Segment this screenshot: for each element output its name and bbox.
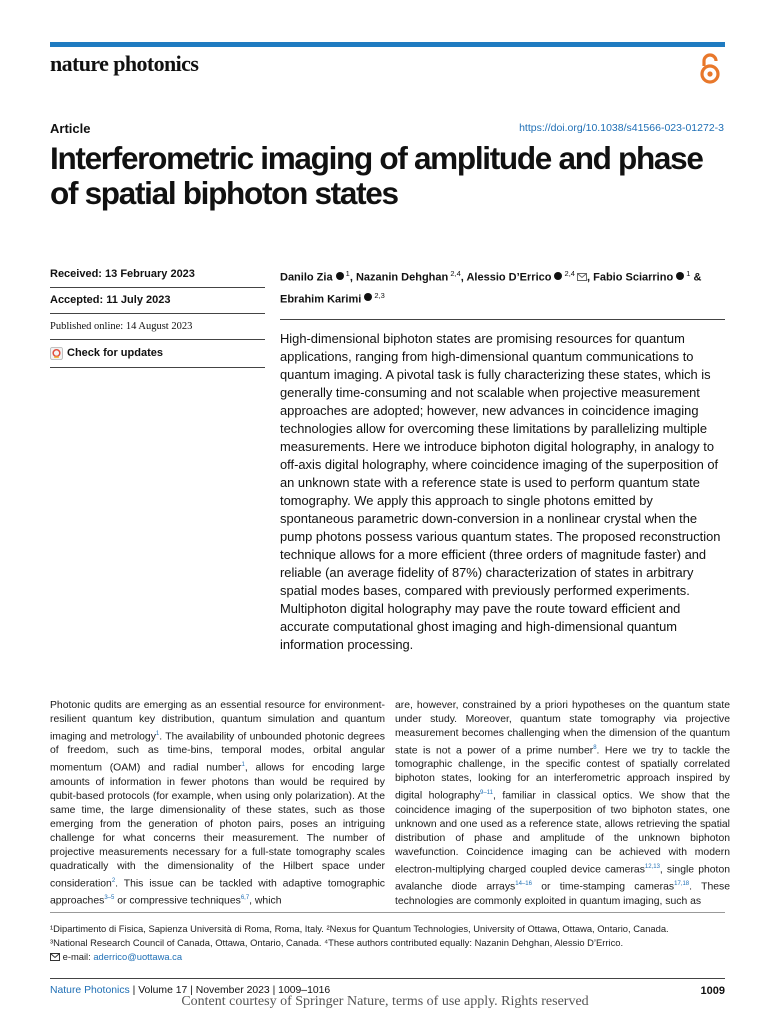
article-type-label: Article bbox=[50, 121, 91, 136]
check-updates-icon bbox=[50, 347, 63, 360]
body-text: , familiar in classical optics. We show that the coincidence imaging of the superposition of two biphoton states, one unknown and one used as a reference state, allows retrieving the spatial distribution of phase and amplitude of the unknown biphoton wavefunction. Coincidence imaging can be achieved with modern electron-multiplying charged coupled device cameras bbox=[395, 790, 730, 876]
check-updates-button[interactable] bbox=[50, 340, 265, 368]
open-access-icon[interactable] bbox=[696, 52, 724, 86]
body-text: . These technologies are commonly exploited in quantum imaging, such as bbox=[395, 881, 730, 907]
reference-link[interactable]: 9–11 bbox=[480, 790, 493, 797]
reference-link[interactable]: 17,18 bbox=[674, 881, 690, 888]
author-name[interactable]: Fabio Sciarrino bbox=[593, 271, 674, 284]
body-text: or time-stamping cameras bbox=[531, 881, 675, 893]
affiliation-line-1: ¹Dipartimento di Fisica, Sapienza Università di Roma, Roma, Italy. ²Nexus for Quantum Technologies, University of Ottawa, Ottawa, Ontario, Canada. bbox=[50, 923, 669, 934]
affiliations bbox=[50, 922, 730, 964]
body-text: . Here we try to tackle the tomographic challenge, in the specific contest of spatially correlated biphoton states, looking for an interferometric approach inspired by digital holography bbox=[395, 745, 730, 802]
body-text: or compressive techniques bbox=[114, 895, 241, 907]
article-dates bbox=[50, 262, 265, 368]
top-accent-bar bbox=[50, 42, 725, 47]
affiliation-line-2: ³National Research Council of Canada, Ottawa, Ontario, Canada. ⁴These authors contributed equally: Nazanin Dehghan, Alessio D’Errico. bbox=[50, 937, 624, 948]
body-text: , which bbox=[249, 895, 282, 907]
author-name[interactable]: Alessio D’Errico bbox=[466, 271, 552, 284]
orcid-icon[interactable] bbox=[676, 272, 684, 280]
reference-link[interactable]: 1 bbox=[241, 762, 245, 769]
reference-link[interactable]: 3–5 bbox=[104, 895, 115, 902]
author-affiliation-sup: 2,3 bbox=[372, 290, 385, 300]
body-text: are, however, constrained by a priori hypotheses on the quantum state under study. Moreover, quantum state tomography via projective measurement becomes challenging when the dimension of the quantum state is not a power of a prime number bbox=[395, 700, 730, 757]
reference-link[interactable]: 1 bbox=[155, 731, 160, 737]
body-text: . The availability of unbounded photonic degrees of freedom, such as time-bins, temporal modes, orbital angular momentum (OAM) and radial number bbox=[50, 731, 386, 774]
body-text: Photonic qudits are emerging as an essential resource for environment-resilient quantum key distribution, quantum simulation and quantum imaging and metrology bbox=[50, 700, 385, 743]
reference-link[interactable]: 2 bbox=[111, 877, 116, 884]
orcid-icon[interactable] bbox=[336, 272, 344, 280]
email-line bbox=[50, 950, 730, 964]
author-name[interactable]: Nazanin Dehghan bbox=[355, 271, 449, 284]
abstract: High-dimensional biphoton states are promising resources for quantum applications, ranging from high-dimensional quantum communications to quantum imaging. A pivotal task is fully characterizing these states, which is generally time-consuming and not scalable when projective measurement approaches are adopted; however, new advances in coincidence imaging technologies allow for overcoming these limitations by parallelizing multiple measurements. Here we introduce biphoton digital holography, in analogy to off-axis digital holography, where coincidence imaging of the superposition of an unknown state with a reference state is used to perform quantum state tomography. We apply this approach to single photons emitted by spontaneous parametric down-conversion in a nonlinear crystal when the pump photons possess various quantum states. The proposed reconstruction technique allows for a more efficient (three orders of magnitude faster) and reliable (an average fidelity of 87%) characterization of states in arbitrary spatial modes bases, compared with previously performed experiments. Multiphoton digital holography may pave the route toward efficient and accurate computational ghost imaging and high-dimensional quantum information processing. bbox=[280, 331, 721, 652]
courtesy-watermark: Content courtesy of Springer Nature, terms of use apply. Rights reserved bbox=[181, 994, 589, 1009]
published-date: Published online: 14 August 2023 bbox=[50, 314, 265, 340]
accepted-date: Accepted: 11 July 2023 bbox=[50, 288, 265, 314]
author-affiliation-sup: 1 bbox=[684, 269, 691, 278]
body-column-2 bbox=[395, 699, 730, 909]
author-name[interactable]: Danilo Zia bbox=[280, 271, 333, 284]
footnote-rule bbox=[50, 912, 725, 913]
reference-link[interactable]: 8 bbox=[593, 745, 597, 751]
body-text: . This issue can be tackled with adaptive tomographic approaches bbox=[50, 878, 385, 907]
received-date: Received: 13 February 2023 bbox=[50, 262, 265, 288]
author-divider bbox=[280, 319, 725, 320]
email-link[interactable]: aderrico@uottawa.ca bbox=[93, 951, 183, 962]
doi-link[interactable]: https://doi.org/10.1038/s41566-023-01272-3 bbox=[519, 122, 724, 134]
body-text: , allows for encoding large amounts of information in fewer photons than would be required by qubit-based protocols (for example, when using only polarization). At the same time, the large dimensionality of these states, such as those emerging from the generation of photon pairs, poses an intriguing challenge for what concerns their measurement. The number of projective measurements necessary for a full-state tomography scales quadratically with the dimensionality of the Hilbert space under consideration bbox=[50, 762, 385, 890]
reference-link[interactable]: 14–16 bbox=[515, 881, 532, 888]
footer-rule bbox=[50, 978, 725, 979]
reference-link[interactable]: 12,13 bbox=[644, 863, 660, 870]
body-column-1 bbox=[50, 699, 385, 909]
journal-name: nature photonics bbox=[50, 51, 199, 76]
body-text: , single photon avalanche diode arrays bbox=[395, 864, 730, 893]
footer-details: | Volume 17 | November 2023 | 1009–1016 bbox=[129, 985, 331, 996]
check-updates-label: Check for updates bbox=[67, 347, 163, 359]
author-affiliation-sup: 2,4 bbox=[448, 269, 461, 278]
author-affiliation-sup: 2,4 bbox=[562, 269, 575, 278]
page-number: 1009 bbox=[700, 985, 725, 997]
envelope-icon bbox=[50, 953, 60, 961]
article-title: Interferometric imaging of amplitude and phase of spatial biphoton states bbox=[50, 140, 703, 211]
author-list: Danilo Zia $^1$, Nazanin Dehghan $^{2,4}$, Alessio D’Errico $^{2,4}$ , Fabio Sciarrino $^1$ & Ebrahim Karimi $^{2,3}$ bbox=[280, 269, 702, 306]
email-label: e-mail: bbox=[62, 951, 94, 962]
footer-journal[interactable]: Nature Photonics bbox=[50, 985, 130, 996]
corresponding-author-envelope-icon[interactable] bbox=[577, 273, 587, 281]
author-name[interactable]: Ebrahim Karimi bbox=[280, 293, 362, 306]
author-affiliation-sup: 1 bbox=[343, 269, 350, 278]
reference-link[interactable]: 6,7 bbox=[240, 895, 250, 902]
